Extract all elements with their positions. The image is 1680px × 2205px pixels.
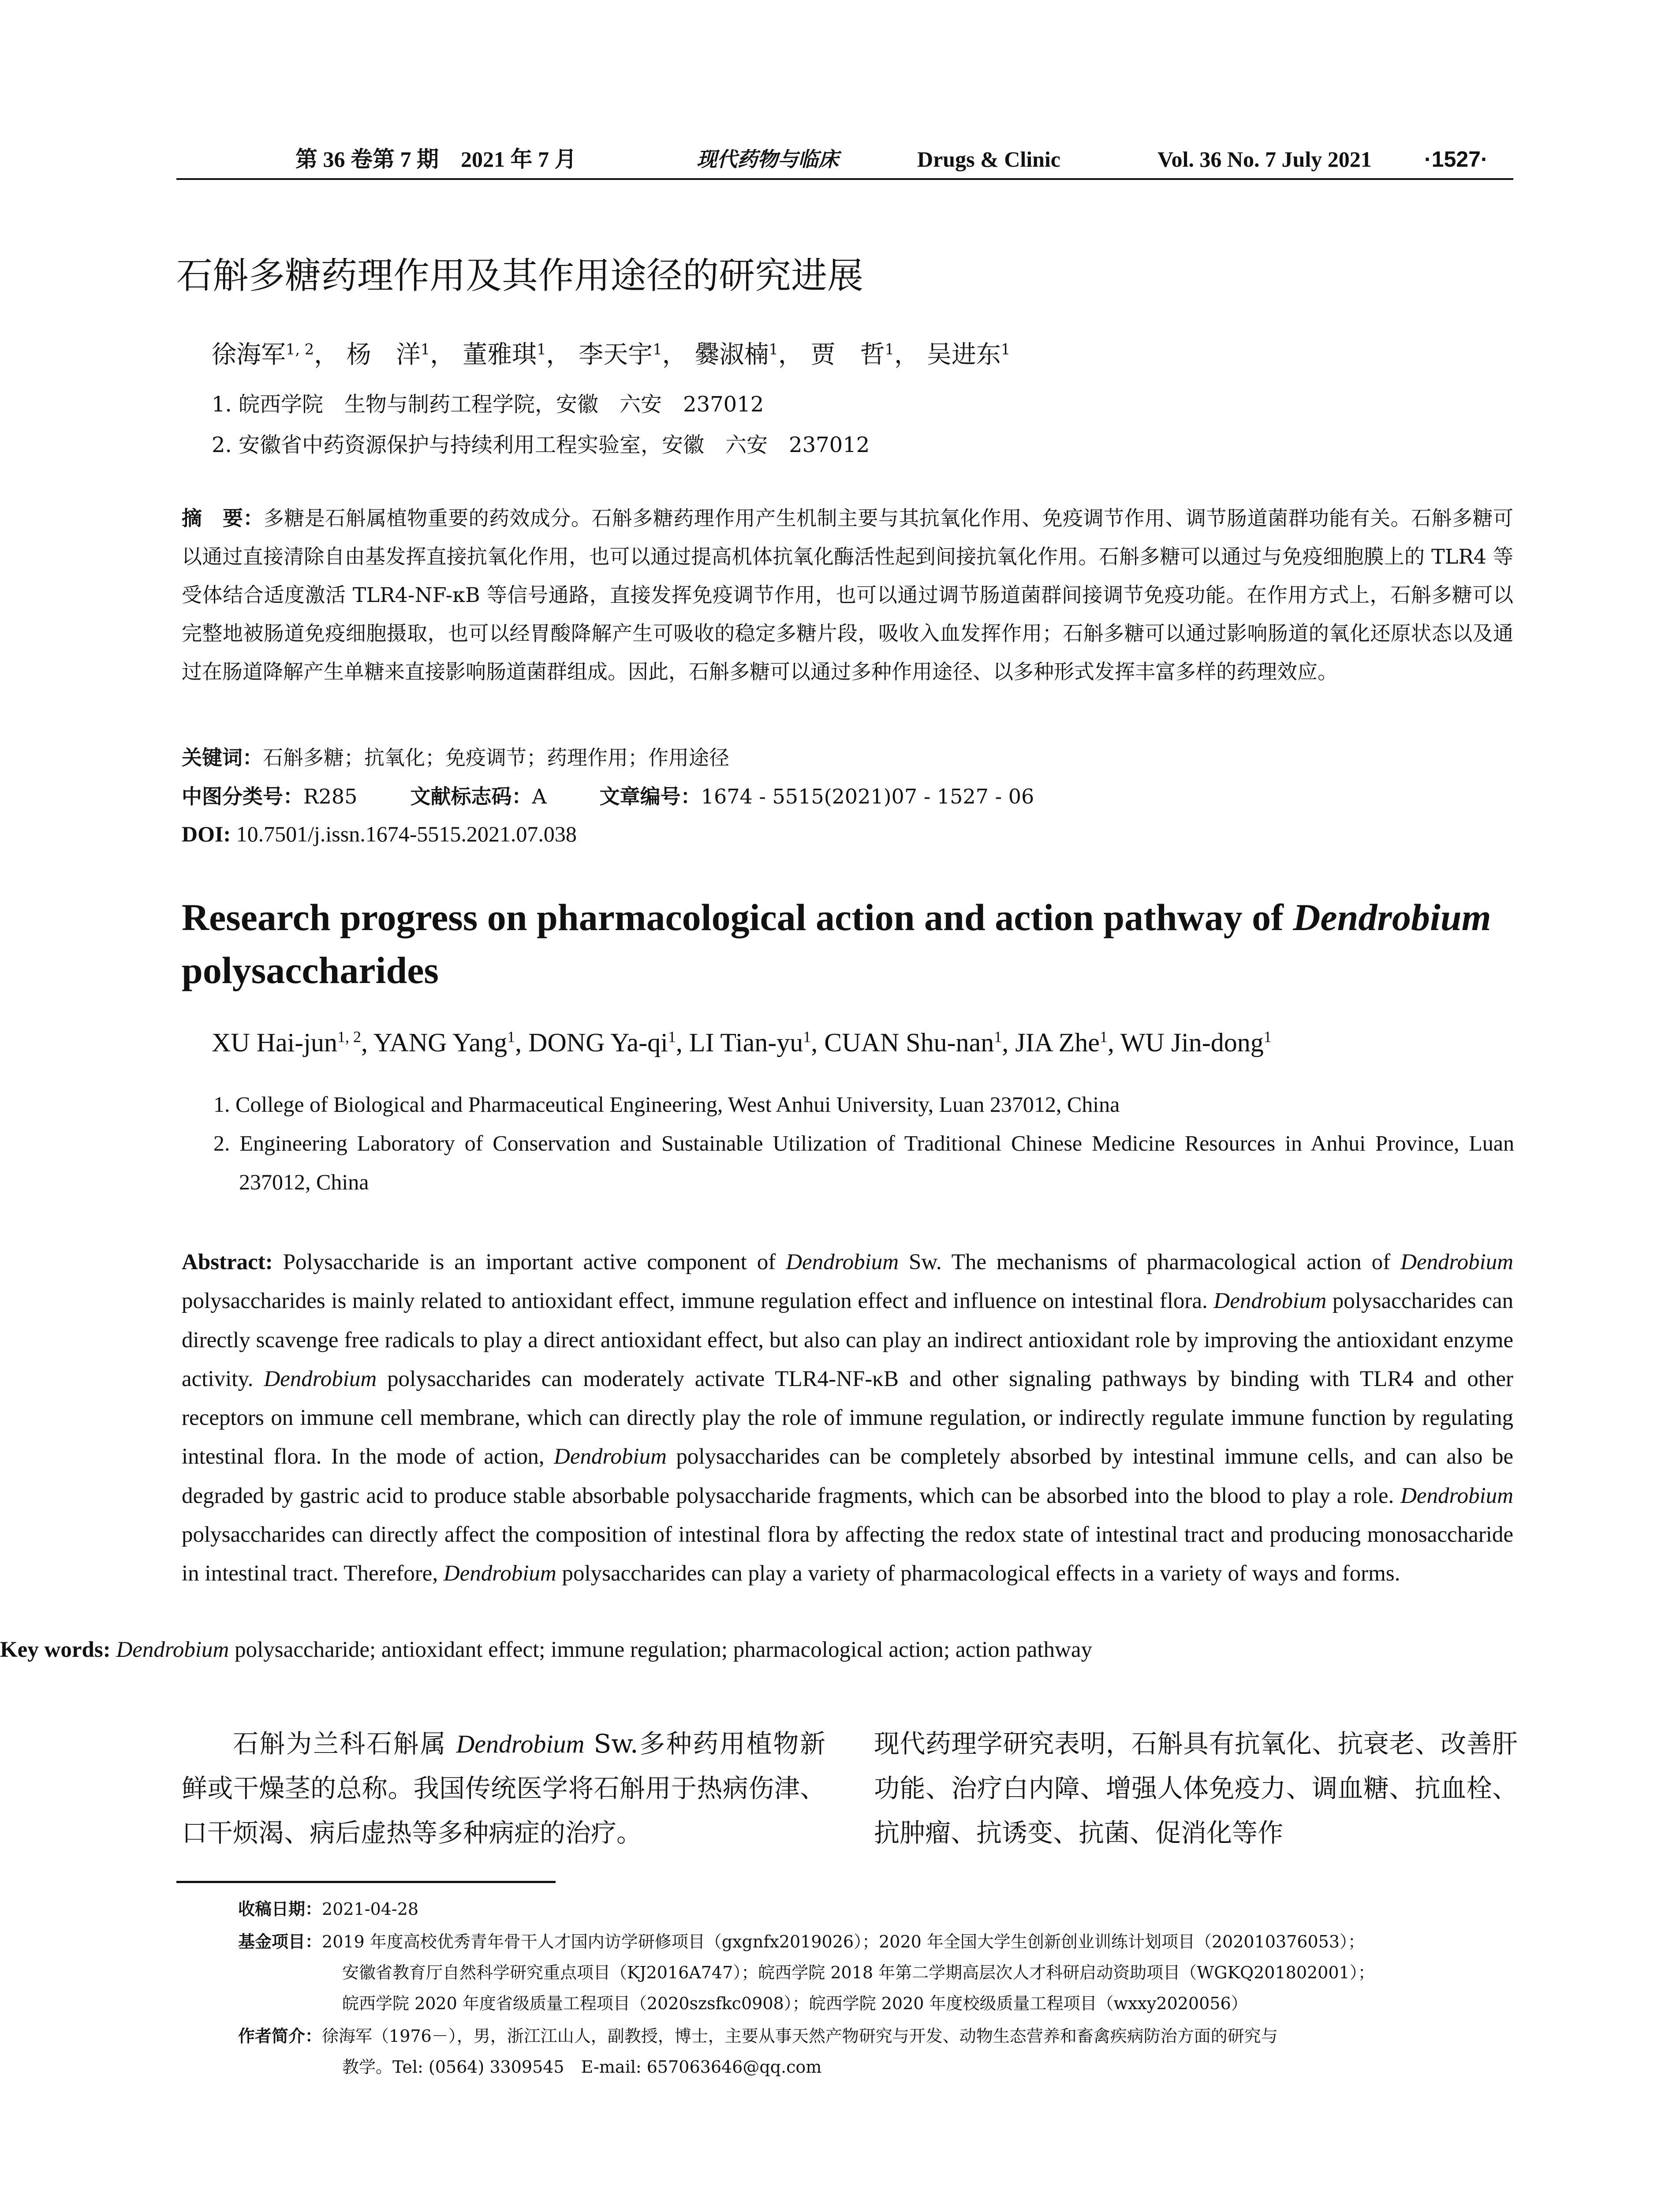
chinese-affiliation-2: 2. 安徽省中药资源保护与持续利用工程实验室，安徽 六安 237012 <box>212 433 870 457</box>
header-volume-cn: 第 36 卷第 7 期 2021 年 7 月 <box>295 147 577 172</box>
body-genus: Dendrobium <box>456 1730 585 1758</box>
footnote-received <box>238 1895 418 1924</box>
author-name: XU Hai-jun <box>212 1028 337 1057</box>
abstract-genus: Dendrobium <box>554 1444 667 1469</box>
abstract-text: polysaccharides can be completely absorbed by intestinal immune cells, and can also be degraded by gastric acid to produce stable absorbable polysaccharide fragments, which can be absorbed into the blood to play a role. <box>182 1444 1513 1508</box>
author-affiliation: 1 <box>769 340 778 358</box>
abstract-genus: Dendrobium <box>264 1366 377 1391</box>
abstract-text: polysaccharides can play a variety of pharmacological effects in a variety of ways and forms. <box>556 1561 1400 1586</box>
abstract-genus: Dendrobium <box>1400 1483 1513 1508</box>
footnote-received-label: 收稿日期： <box>238 1899 322 1919</box>
body-column-left <box>182 1722 825 1855</box>
author-name: 李天宇 <box>579 340 653 369</box>
footnote-fund-line: 2019 年度高校优秀青年骨干人才国内访学研修项目（gxgnfx2019026）；2020 年全国大学生创新创业训练计划项目（202010376053）； <box>322 1932 1365 1951</box>
chinese-authors: 徐海军$^{1, 2}$， 杨 洋$^1$， 董雅琪$^1$， 李天宇$^1$， 爨淑楠$^1$， 贾 哲$^1$， 吴进东$^1$ <box>212 340 1011 369</box>
author-affiliation: 1 <box>1001 340 1011 358</box>
english-keywords-text: polysaccharide; antioxidant effect; immune regulation; pharmacological action; action pathway <box>229 1637 1092 1662</box>
body-text: Sw.多种药用植物新鲜或干燥茎的总称。我国传统医学将石斛用于热病伤津、口干烦渴、病后虚热等多种病症的治疗。 <box>182 1729 825 1848</box>
author-affiliation: 1 <box>803 1028 811 1046</box>
author-name: 董雅琪 <box>463 340 537 369</box>
author-name: CUAN Shu-nan <box>824 1028 994 1057</box>
author-name: YANG Yang <box>373 1028 508 1057</box>
author-affiliation: 1 <box>537 340 546 358</box>
english-abstract <box>182 1243 1513 1593</box>
author-affiliation: 1 <box>507 1028 515 1046</box>
abstract-genus: Dendrobium <box>1213 1289 1327 1314</box>
chinese-abstract-text: 多糖是石斛属植物重要的药效成分。石斛多糖药理作用产生机制主要与其抗氧化作用、免疫调节作用、调节肠道菌群功能有关。石斛多糖可以通过直接清除自由基发挥直接抗氧化作用，也可以通过提高机体抗氧化酶活性起到间接抗氧化作用。石斛多糖可以通过与免疫细胞膜上的 TLR4 等受体结合适度激活 TLR4-NF-κB 等信号通路，直接发挥免疫调节作用，也可以通过调节肠道菌群间接调节免疫功能。在作用方式上，石斛多糖可以完整地被肠道免疫细胞摄取，也可以经胃酸降解产生可吸收的稳定多糖片段，吸收入血发挥作用；石斛多糖可以通过影响肠道的氧化还原状态以及通过在肠道降解产生单糖来直接影响肠道菌群组成。因此，石斛多糖可以通过多种作用途径、以多种形式发挥丰富多样的药理效应。 <box>182 506 1513 684</box>
abstract-genus: Dendrobium <box>786 1250 899 1274</box>
english-abstract-label: Abstract: <box>182 1250 273 1274</box>
author-name: LI Tian-yu <box>689 1028 803 1057</box>
english-title-part2: polysaccharides <box>182 949 439 991</box>
footnote-fund-line: 皖西学院 2020 年度省级质量工程项目（2020szsfkc0908）；皖西学院 2020 年度校级质量工程项目（wxxy2020056） <box>342 1994 1248 2013</box>
footnote-bio-label: 作者简介： <box>238 2026 322 2046</box>
footnote-rule <box>176 1881 556 1883</box>
doc-code-value: A <box>532 785 547 808</box>
footnote-bio-line: 徐海军（1976－），男，浙江江山人，副教授，博士，主要从事天然产物研究与开发、动物生态营养和畜禽疾病防治方面的研究与 <box>322 2026 1278 2046</box>
author-affiliation: 1 <box>420 340 430 358</box>
author-name: JIA Zhe <box>1015 1028 1100 1057</box>
article-no-label: 文章编号： <box>599 785 701 808</box>
body-text: 石斛为兰科石斛属 <box>233 1729 456 1759</box>
english-abstract-text <box>182 1250 1513 1586</box>
author-affiliation: 1, 2 <box>337 1028 361 1046</box>
header-page-number: ·1527· <box>1424 147 1488 172</box>
footnote-fund-line: 安徽省教育厅自然科学研究重点项目（KJ2016A747）；皖西学院 2018 年第二学期高层次人才科研启动资助项目（WGKQ201802001）； <box>342 1963 1375 1982</box>
classification-line <box>182 781 1034 810</box>
header-volume-en: Vol. 36 No. 7 July 2021 <box>1157 147 1372 172</box>
english-keywords-label: Key words: <box>0 1637 111 1662</box>
footnote-author-bio <box>238 2022 1278 2051</box>
body-column-right: 现代药理学研究表明，石斛具有抗氧化、抗衰老、改善肝功能、治疗白内障、增强人体免疫力、调血糖、抗血栓、抗肿瘤、抗诱变、抗菌、促消化等作 <box>874 1729 1518 1848</box>
doi-label: DOI: <box>182 822 231 846</box>
english-title-part1: Research progress on pharmacological action and action pathway of <box>182 896 1293 938</box>
doc-code-label: 文献标志码： <box>410 785 532 808</box>
clc-label: 中图分类号： <box>182 785 303 808</box>
footnote-fund <box>238 1927 1365 1956</box>
chinese-keywords <box>182 742 729 771</box>
author-name: 贾 哲 <box>810 340 885 369</box>
english-title-genus: Dendrobium <box>1293 896 1491 938</box>
english-affiliation-1: 1. College of Biological and Pharmaceutical Engineering, West Anhui University, Luan 237012, China <box>213 1092 1120 1117</box>
abstract-text: Sw. The mechanisms of pharmacological action of <box>899 1250 1401 1274</box>
header-journal-en: Drugs & Clinic <box>917 147 1060 172</box>
running-header <box>176 140 1513 180</box>
header-journal-cn: 现代药物与临床 <box>697 147 839 171</box>
abstract-text: Polysaccharide is an important active component of <box>273 1250 786 1274</box>
author-name: 爨淑楠 <box>694 340 769 369</box>
english-affiliation-2: 2. Engineering Laboratory of Conservation and Sustainable Utilization of Traditional Chinese Medicine Resources in Anhui Province, Luan 237012, China <box>213 1131 1514 1194</box>
author-name: 徐海军 <box>212 340 286 369</box>
author-name: DONG Ya-qi <box>528 1028 668 1057</box>
chinese-keywords-label: 关键词： <box>182 746 263 770</box>
author-affiliation: 1 <box>653 340 662 358</box>
author-affiliation: 1, 2 <box>286 340 314 358</box>
english-authors: XU Hai-jun$^{1, 2}$, YANG Yang$^1$, DONG $Ya-qi^1$, LI Tian-$yu^1$, CUAN Shu-nan$^1$, JIA Zhe$^1$, WU Jin-dong$^1$ <box>212 1028 1272 1057</box>
abstract-genus: Dendrobium <box>1400 1250 1513 1274</box>
author-affiliation: 1 <box>885 340 895 358</box>
abstract-text: polysaccharides is mainly related to antioxidant effect, immune regulation effect and influence on intestinal flora. <box>182 1289 1214 1314</box>
abstract-text: polysaccharides can moderately activate TLR4-NF-κB and other signaling pathways by binding with TLR4 and other receptors on immune cell membrane, which can directly play the role of immune regulation, or indirectly regulate immune function by regulating intestinal flora. In the mode of action, <box>182 1366 1514 1469</box>
footnote-bio-line: 教学。Tel: (0564) 3309545 E-mail: 657063646@qq.com <box>342 2057 822 2077</box>
abstract-text: polysaccharides can directly scavenge free radicals to play a direct antioxidant effect, but also can play an indirect antioxidant role by improving the antioxidant enzyme activity. <box>182 1289 1513 1391</box>
author-name: 杨 洋 <box>346 340 421 369</box>
english-keywords <box>0 1637 1092 1663</box>
chinese-abstract-label: 摘 要： <box>182 506 264 530</box>
footnote-fund-label: 基金项目： <box>238 1932 322 1951</box>
author-affiliation: 1 <box>1263 1028 1272 1046</box>
author-name: 吴进东 <box>926 340 1001 369</box>
author-name: WU Jin-dong <box>1120 1028 1264 1057</box>
english-title <box>182 891 1518 997</box>
footnote-received-date: 2021-04-28 <box>322 1899 419 1919</box>
doi-value: 10.7501/j.issn.1674-5515.2021.07.038 <box>236 822 577 846</box>
chinese-abstract <box>182 499 1513 691</box>
clc-value: R285 <box>303 785 358 808</box>
chinese-title: 石斛多糖药理作用及其作用途径的研究进展 <box>176 255 864 297</box>
abstract-text: polysaccharides can directly affect the composition of intestinal flora by affecting the redox state of intestinal tract and producing monosaccharide in intestinal tract. Therefore, <box>182 1522 1513 1586</box>
doi-line <box>182 821 577 847</box>
author-affiliation: 1 <box>1099 1028 1108 1046</box>
chinese-keywords-text: 石斛多糖；抗氧化；免疫调节；药理作用；作用途径 <box>263 746 729 770</box>
author-affiliation: 1 <box>668 1028 676 1046</box>
chinese-affiliation-1: 1. 皖西学院 生物与制药工程学院，安徽 六安 237012 <box>212 392 764 417</box>
abstract-genus: Dendrobium <box>443 1561 556 1586</box>
article-no-value: 1674 - 5515(2021)07 - 1527 - 06 <box>701 785 1034 808</box>
english-keywords-genus: Dendrobium <box>116 1637 229 1662</box>
author-affiliation: 1 <box>994 1028 1002 1046</box>
